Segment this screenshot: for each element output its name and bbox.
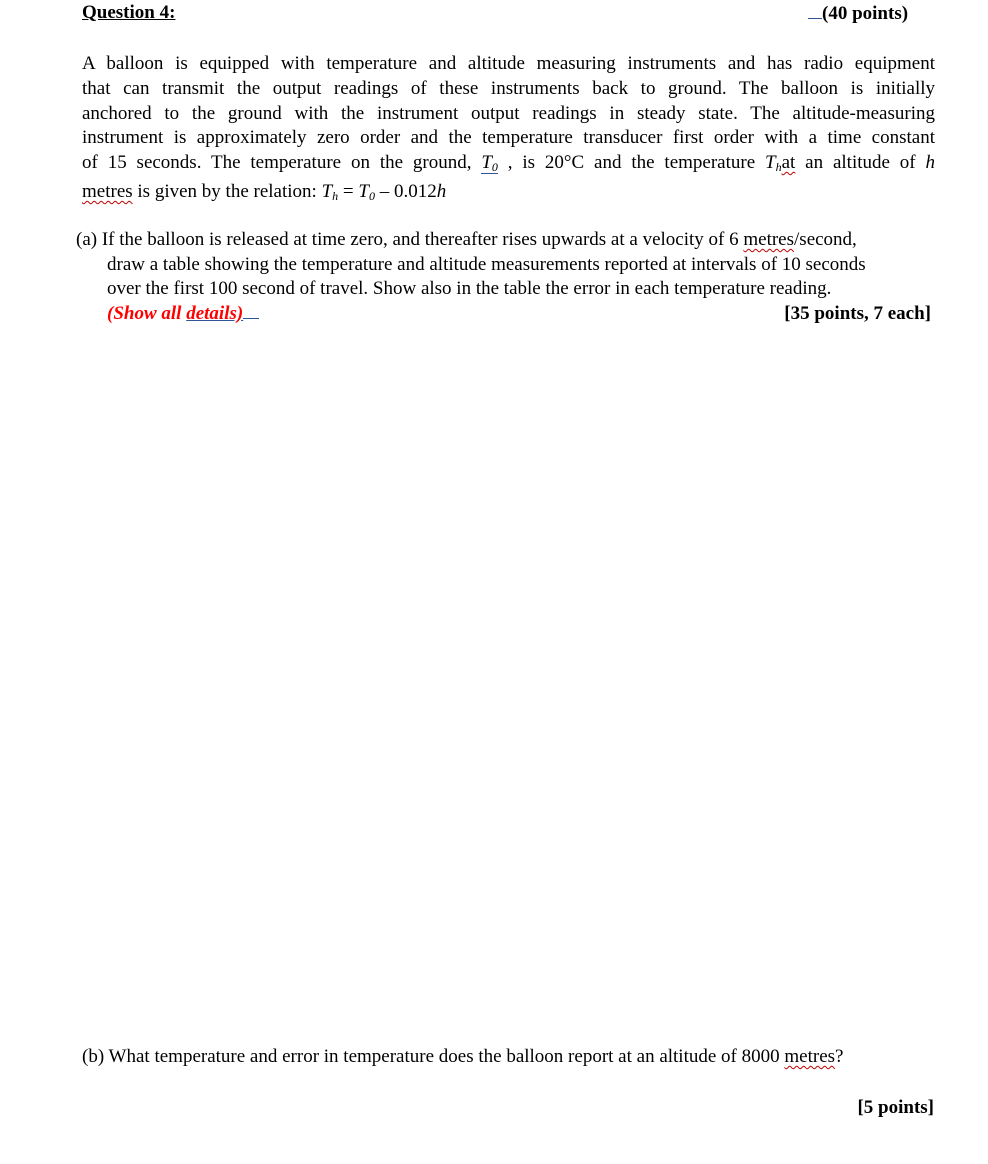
h-symbol: h [925, 152, 935, 174]
relation-rhs-T: T [358, 180, 369, 202]
intro-line-6-metres: metres [82, 180, 133, 202]
relation-rest: – 0.012 [374, 180, 437, 202]
total-points-text: (40 points) [822, 3, 909, 24]
show-details-prefix: (Show all [107, 303, 187, 324]
intro-line-6 [82, 180, 935, 209]
points-underline [808, 2, 822, 19]
intro-line-5-b: , is 20°C and the temperature [497, 152, 765, 174]
part-a-line-1-c: /second, [794, 229, 857, 250]
part-b-points: [5 points] [857, 1097, 934, 1118]
relation-equals: = [338, 180, 359, 202]
intro-line-3: anchored to the ground with the instrument output readings in steady state. The altitude-measuring [82, 102, 935, 124]
t0-symbol-group [481, 152, 498, 174]
intro-paragraph [82, 52, 935, 209]
relation-lhs-sub: h [332, 188, 339, 203]
t0-subscript: 0 [491, 160, 498, 175]
relation-rhs-sub: 0 [368, 188, 375, 203]
question-title-text: Question 4 [82, 2, 170, 23]
part-b-text-a: (b) What temperature and error in temperature does the balloon report at an altitude of 8000 [82, 1046, 785, 1067]
show-details-underline [243, 304, 259, 319]
t0-symbol: T [481, 152, 492, 174]
part-b-text-c: ? [835, 1046, 844, 1067]
intro-line-5-d: an altitude of [795, 152, 926, 174]
part-a-line-1-metres: metres [743, 229, 795, 250]
relation-lhs-T: T [321, 180, 333, 202]
show-all-details-note [107, 303, 259, 325]
question-title-colon: : [169, 2, 176, 23]
intro-line-5 [82, 151, 935, 180]
part-a-question [76, 228, 936, 302]
part-b-question [82, 1046, 843, 1068]
intro-line-5-a: of 15 seconds. The temperature on the ground, [82, 152, 482, 174]
part-a-line-2: draw a table showing the temperature and altitude measurements reported at intervals of 10 seconds [107, 253, 866, 275]
part-a-line-3: over the first 100 second of travel. Show also in the table the error in each temperature reading. [107, 278, 832, 300]
question-title [82, 2, 175, 24]
intro-line-5-at: at [781, 152, 796, 174]
intro-line-4: instrument is approximately zero order and the temperature transducer first order with a time constant [82, 127, 935, 149]
part-a-points: [35 points, 7 each] [784, 303, 931, 324]
intro-line-1: A balloon is equipped with temperature and altitude measuring instruments and has radio equipment [82, 53, 935, 74]
intro-line-6-b: is given by the relation: [132, 180, 322, 202]
th-subscript: h [775, 160, 782, 175]
th-symbol: T [765, 152, 776, 174]
intro-line-2: that can transmit the output readings of these instruments back to ground. The balloon is initially [82, 77, 935, 99]
relation-h: h [436, 180, 447, 202]
total-points [808, 2, 908, 25]
part-b-metres: metres [784, 1046, 836, 1067]
part-a-line-1 [76, 228, 936, 253]
part-a-line-1-a: (a) If the balloon is released at time zero, and thereafter rises upwards at a velocity of 6 [76, 229, 744, 250]
show-details-word: details) [186, 303, 244, 324]
